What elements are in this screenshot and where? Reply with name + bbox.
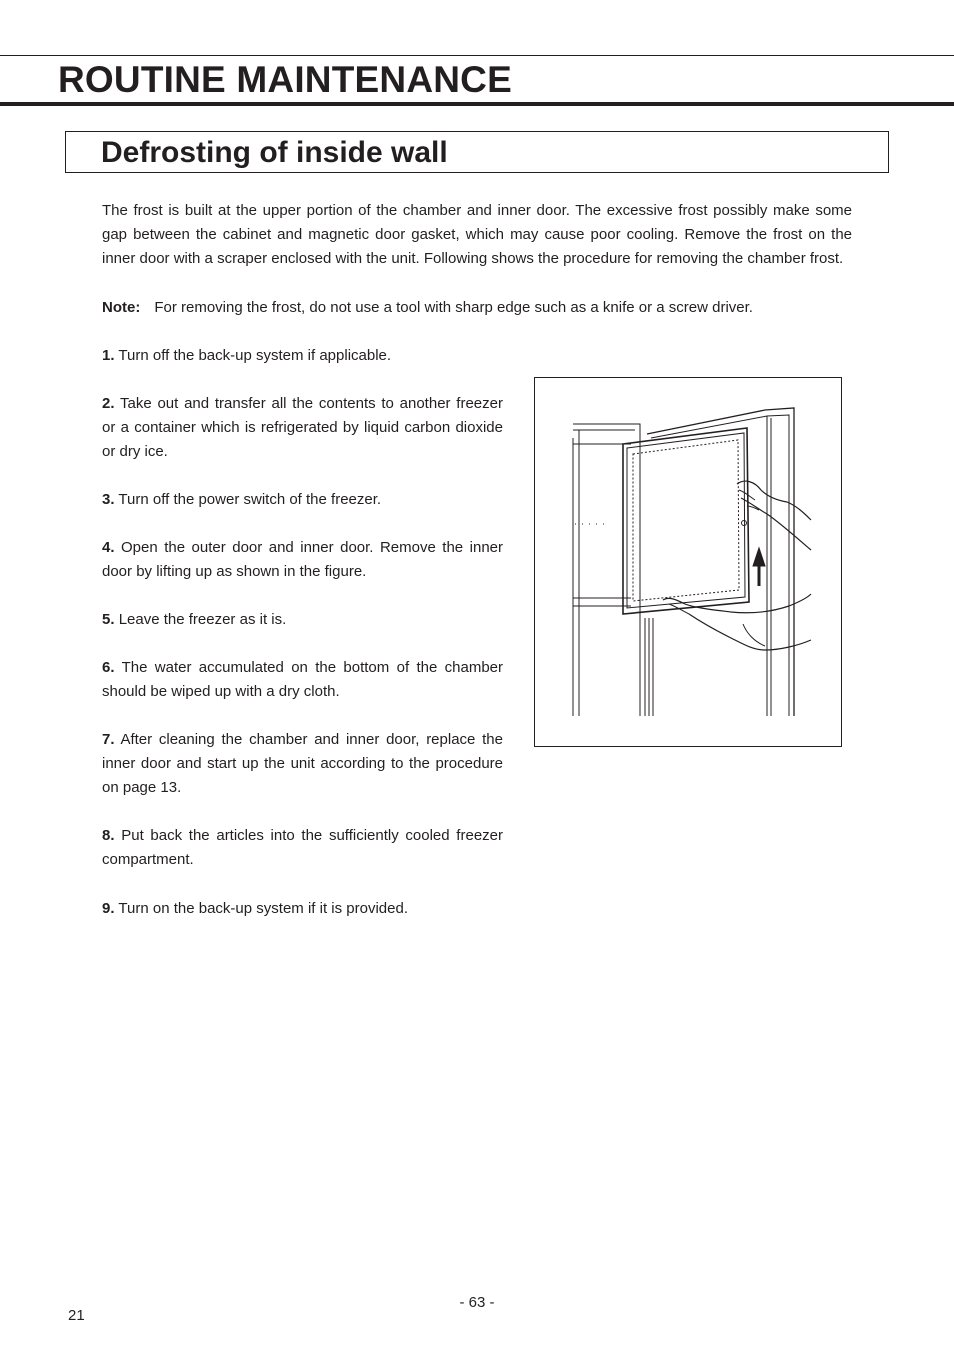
title-rule xyxy=(0,102,954,106)
step-number: 7. xyxy=(102,731,115,748)
step-4 xyxy=(102,536,503,584)
note-label: Note: xyxy=(102,299,141,316)
section-header-box xyxy=(65,131,889,173)
section-title: Defrosting of inside wall xyxy=(101,136,448,169)
step-text: Turn off the back-up system if applicable. xyxy=(118,347,392,364)
top-rule xyxy=(0,55,954,56)
step-6 xyxy=(102,656,503,704)
intro-paragraph: The frost is built at the upper portion of the chamber and inner door. The excessive frost possibly make some gap between the cabinet and magnetic door gasket, which may cause poor cooling. Remove the frost on the inner door with a scraper enclosed with the unit. Following shows the procedure for removing the chamber frost. xyxy=(102,202,852,268)
step-8 xyxy=(102,824,503,872)
step-text: Leave the freezer as it is. xyxy=(118,611,287,628)
step-text: After cleaning the chamber and inner door, replace the inner door and start up the unit according to the procedure on page 13. xyxy=(102,731,503,797)
step-number: 1. xyxy=(102,347,115,364)
note-text: For removing the frost, do not use a tool with sharp edge such as a knife or a screw driver. xyxy=(154,299,753,316)
figure-frame xyxy=(534,377,842,747)
page-title: ROUTINE MAINTENANCE xyxy=(58,59,512,100)
step-text: Open the outer door and inner door. Remove the inner door by lifting up as shown in the figure. xyxy=(102,539,503,581)
step-7 xyxy=(102,728,503,801)
step-9 xyxy=(102,897,503,921)
step-text: Turn off the power switch of the freezer. xyxy=(118,491,382,508)
step-number: 6. xyxy=(102,659,115,676)
inner-door-lift-illustration xyxy=(535,378,841,746)
step-number: 8. xyxy=(102,827,115,844)
step-text: Put back the articles into the sufficiently cooled freezer compartment. xyxy=(102,827,503,869)
step-1 xyxy=(102,344,503,368)
corner-page-number: 21 xyxy=(68,1307,85,1324)
step-text: The water accumulated on the bottom of the chamber should be wiped up with a dry cloth. xyxy=(102,659,503,701)
step-number: 5. xyxy=(102,611,115,628)
step-number: 9. xyxy=(102,900,115,917)
step-number: 2. xyxy=(102,395,115,412)
page-number: - 63 - xyxy=(459,1294,495,1311)
step-number: 4. xyxy=(102,539,115,556)
step-5 xyxy=(102,608,503,632)
step-3 xyxy=(102,488,503,512)
step-text: Turn on the back-up system if it is provided. xyxy=(118,900,408,917)
step-text: Take out and transfer all the contents to another freezer or a container which is refrigerated by liquid carbon dioxide or dry ice. xyxy=(102,395,503,461)
step-2 xyxy=(102,392,503,465)
note xyxy=(102,296,862,320)
step-number: 3. xyxy=(102,491,115,508)
